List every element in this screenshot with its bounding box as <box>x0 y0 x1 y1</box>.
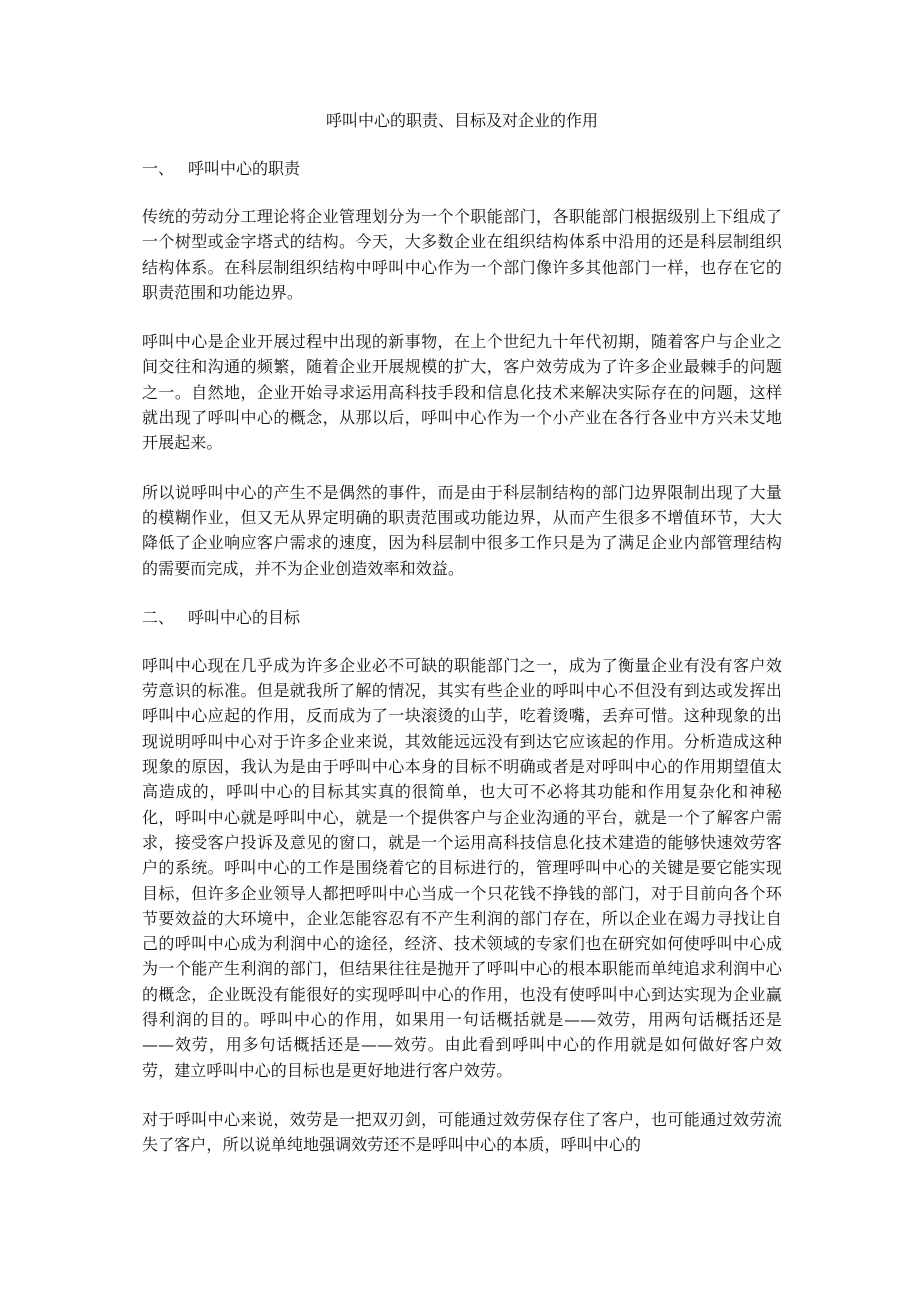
section-number: 二、 <box>142 607 175 627</box>
paragraph: 呼叫中心是企业开展过程中出现的新事物，在上个世纪九十年代初期，随着客户与企业之间交往和沟通的频繁，随着企业开展规模的扩大，客户效劳成为了许多企业最棘手的问题之一。自然地，企业开始寻求运用高科技手段和信息化技术来解决实际存在的问题，这样就出现了呼叫中心的概念，从那以后，呼叫中心作为一个小产业在各行各业中方兴未艾地开展起来。 <box>142 332 782 453</box>
paragraph: 对于呼叫中心来说，效劳是一把双刃剑，可能通过效劳保存住了客户，也可能通过效劳流失了客户，所以说单纯地强调效劳还不是呼叫中心的本质，呼叫中心的 <box>142 1109 782 1155</box>
section-title: 呼叫中心的职责 <box>188 159 301 178</box>
paragraph: 所以说呼叫中心的产生不是偶然的事件，而是由于科层制结构的部门边界限制出现了大量的模糊作业，但又无从界定明确的职责范围或功能边界，从而产生很多不增值环节，大大降低了企业响应客户需求的速度，因为科层制中很多工作只是为了满足企业内部管理结构的需要而完成，并不为企业创造效率和效益。 <box>142 482 782 578</box>
section-number: 一、 <box>142 159 175 178</box>
section-heading-1 <box>142 156 782 182</box>
paragraph: 传统的劳动分工理论将企业管理划分为一个个职能部门，各职能部门根据级别上下组成了一个树型或金字塔式的结构。今天，大多数企业在组织结构体系中沿用的还是科层制组织结构体系。在科层制组织结构中呼叫中心作为一个部门像许多其他部门一样，也存在它的职责范围和功能边界。 <box>142 207 782 302</box>
paragraph: 呼叫中心现在几乎成为许多企业必不可缺的职能部门之一，成为了衡量企业有没有客户效劳意识的标准。但是就我所了解的情况，其实有些企业的呼叫中心不但没有到达或发挥出呼叫中心应起的作用，反而成为了一块滚烫的山芋，吃着烫嘴，丢弃可惜。这种现象的出现说明呼叫中心对于许多企业来说，其效能远远没有到达它应该起的作用。分析造成这种现象的原因，我认为是由于呼叫中心本身的目标不明确或者是对呼叫中心的作用期望值太高造成的，呼叫中心的目标其实真的很简单，也大可不必将其功能和作用复杂化和神秘化，呼叫中心就是呼叫中心，就是一个提供客户与企业沟通的平台，就是一个了解客户需求，接受客户投诉及意见的窗口，就是一个运用高科技信息化技术建造的能够快速效劳客户的系统。呼叫中心的工作是围绕着它的目标进行的，管理呼叫中心的关键是要它能实现目标，但许多企业领导人都把呼叫中心当成一个只花钱不挣钱的部门，对于目前向各个环节要效益的大环境中，企业怎能容忍有不产生利润的部门存在，所以企业在竭力寻找让自己的呼叫中心成为利润中心的途径，经济、技术领域的专家们也在研究如何使呼叫中心成为一个能产生利润的部门，但结果往往是抛开了呼叫中心的根本职能而单纯追求利润中心的概念，企业既没有能很好的实现呼叫中心的作用，也没有使呼叫中心到达实现为企业赢得利润的目的。呼叫中心的作用，如果用一句话概括就是——效劳，用两句话概括还是——效劳，用多句话概括还是——效劳。由此看到呼叫中心的作用就是如何做好客户效劳，建立呼叫中心的目标也是更好地进行客户效劳。 <box>142 655 782 1080</box>
section-heading-2 <box>142 605 782 631</box>
document-page <box>142 108 782 1182</box>
document-title: 呼叫中心的职责、目标及对企业的作用 <box>325 111 598 130</box>
section-title: 呼叫中心的目标 <box>188 607 301 627</box>
